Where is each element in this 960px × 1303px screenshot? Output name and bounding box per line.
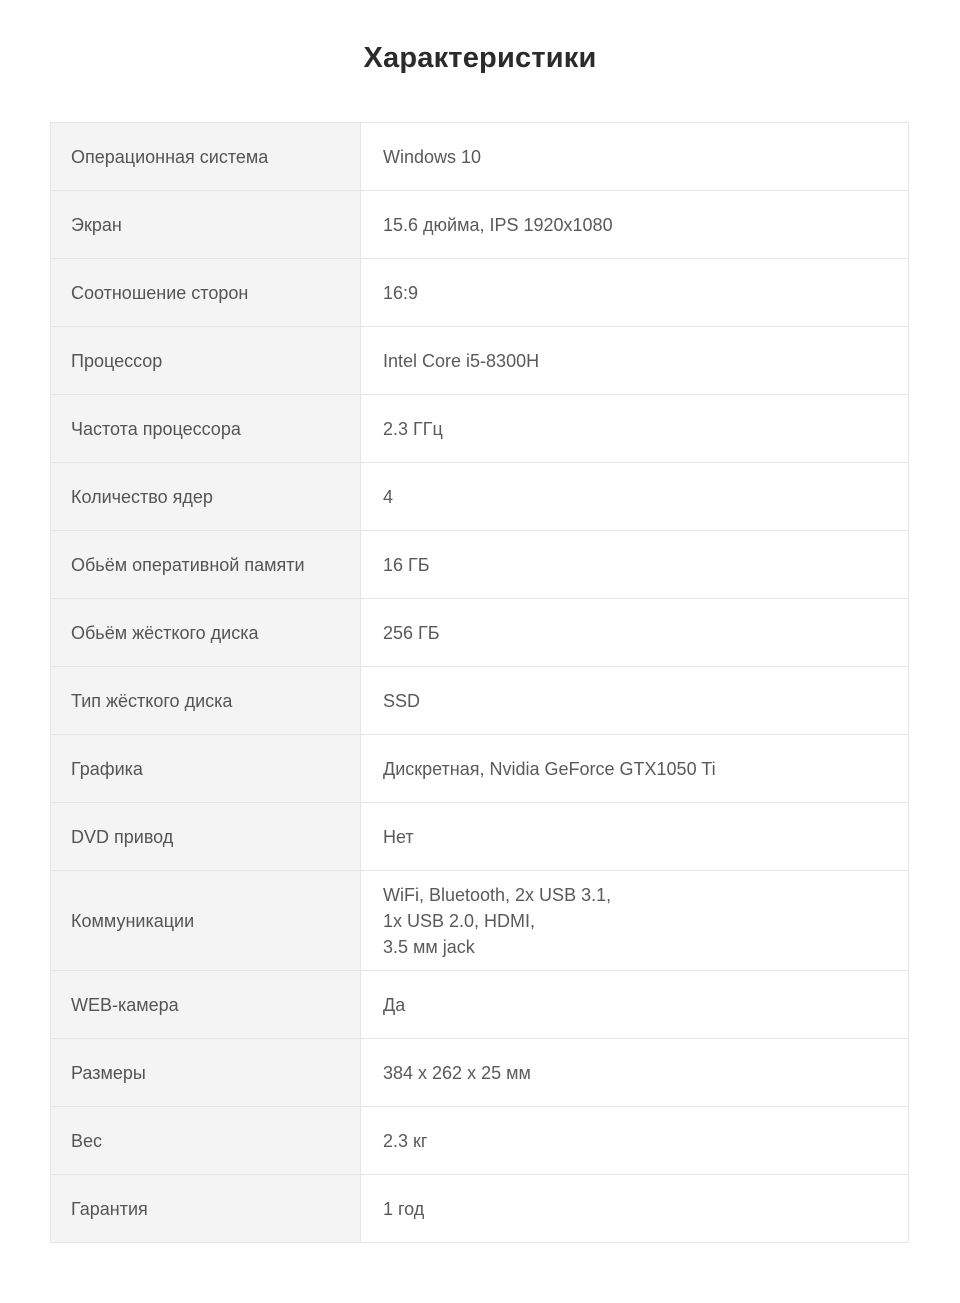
- specs-table: [50, 122, 909, 1243]
- table-row: [51, 1107, 909, 1175]
- spec-value: [361, 531, 909, 599]
- page-title: Характеристики: [363, 42, 597, 74]
- table-row: [51, 123, 909, 191]
- spec-value-text: SSD: [383, 690, 421, 711]
- spec-name: WEB-камера: [51, 971, 361, 1039]
- spec-name: Обьём жёсткого диска: [51, 599, 361, 667]
- spec-value: [361, 123, 909, 191]
- spec-name: Процессор: [51, 327, 361, 395]
- spec-value-text: 384 x 262 x 25 мм: [383, 1062, 531, 1083]
- spec-value-text: WiFi, Bluetooth, 2x USB 3.1, 1x USB 2.0, HDMI, 3.5 мм jack: [383, 884, 612, 957]
- spec-value: [361, 599, 909, 667]
- spec-value-text: 1 год: [383, 1198, 425, 1219]
- spec-name: Соотношение сторон: [51, 259, 361, 327]
- spec-value: [361, 1039, 909, 1107]
- spec-value: [361, 971, 909, 1039]
- spec-value-text: Нет: [383, 826, 414, 847]
- spec-value: [361, 1107, 909, 1175]
- spec-name: Частота процессора: [51, 395, 361, 463]
- spec-value-text: 4: [383, 486, 394, 507]
- table-row: [51, 871, 909, 971]
- table-row: [51, 667, 909, 735]
- spec-value-text: 16 ГБ: [383, 554, 430, 575]
- table-row: [51, 971, 909, 1039]
- table-row: [51, 599, 909, 667]
- spec-value-text: Intel Core i5-8300H: [383, 350, 540, 371]
- table-row: [51, 191, 909, 259]
- spec-name: Экран: [51, 191, 361, 259]
- spec-value-text: Да: [383, 994, 406, 1015]
- table-row: [51, 463, 909, 531]
- spec-value: [361, 259, 909, 327]
- spec-value-text: Дискретная, Nvidia GeForce GTX1050 Ti: [383, 758, 716, 779]
- table-row: [51, 803, 909, 871]
- spec-value: [361, 667, 909, 735]
- spec-value: [361, 395, 909, 463]
- spec-name: DVD привод: [51, 803, 361, 871]
- spec-value: [361, 803, 909, 871]
- spec-value-text: 256 ГБ: [383, 622, 440, 643]
- table-row: [51, 1039, 909, 1107]
- spec-value-text: Windows 10: [383, 146, 482, 167]
- spec-name: Количество ядер: [51, 463, 361, 531]
- spec-value: [361, 1175, 909, 1243]
- spec-value: [361, 327, 909, 395]
- spec-name: Операционная система: [51, 123, 361, 191]
- spec-name: Графика: [51, 735, 361, 803]
- table-row: [51, 735, 909, 803]
- spec-value: [361, 463, 909, 531]
- table-row: [51, 1175, 909, 1243]
- spec-name: Обьём оперативной памяти: [51, 531, 361, 599]
- spec-name: Гарантия: [51, 1175, 361, 1243]
- spec-name: Размеры: [51, 1039, 361, 1107]
- spec-value: [361, 191, 909, 259]
- spec-name: Коммуникации: [51, 871, 361, 971]
- table-row: [51, 531, 909, 599]
- table-row: [51, 259, 909, 327]
- spec-name: Вес: [51, 1107, 361, 1175]
- spec-name: Тип жёсткого диска: [51, 667, 361, 735]
- spec-value: [361, 871, 909, 971]
- spec-value-text: 2.3 кг: [383, 1130, 428, 1151]
- spec-value-text: 2.3 ГГц: [383, 418, 443, 439]
- table-row: [51, 395, 909, 463]
- spec-value: [361, 735, 909, 803]
- spec-value-text: 15.6 дюйма, IPS 1920x1080: [383, 214, 613, 235]
- spec-value-text: 16:9: [383, 282, 419, 303]
- table-row: [51, 327, 909, 395]
